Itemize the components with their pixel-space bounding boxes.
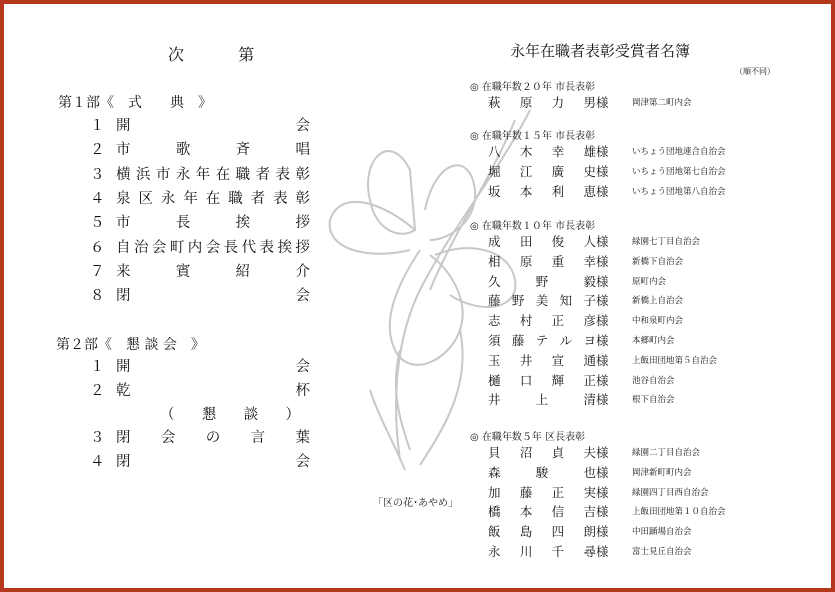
awardee-name: 井 上 清	[488, 392, 596, 408]
honorific: 様	[596, 163, 609, 179]
honorific: 様	[596, 313, 609, 329]
item-text: 開 会	[116, 359, 310, 375]
item-text: 市 長 挨 拶	[116, 215, 310, 232]
awardee-name: 加 藤 正 実	[488, 484, 596, 500]
awardee-name: 貝 沼 貞 夫	[488, 445, 596, 460]
awardee-organization: 中田踊場自治会	[632, 527, 692, 538]
part1-item	[90, 284, 310, 305]
awardee-organization: 上飯田団地第１０自治会	[632, 507, 726, 518]
honorific: 様	[596, 183, 609, 199]
awardee-name: 志 村 正 彦	[488, 313, 596, 329]
awardee-organization: 岡津第二町内会	[632, 98, 692, 108]
section-heading: ◎ 在職年数５年 区長表彰	[470, 432, 586, 443]
item-text: （ 懇 談 ）	[160, 406, 300, 423]
honorific: 様	[596, 445, 609, 460]
item-number: ４	[90, 454, 105, 471]
awardee-name: 成 田 俊 人	[488, 234, 596, 249]
part2-item	[90, 426, 310, 447]
program-title-char-2: 第	[238, 45, 255, 64]
item-text: 横 浜 市 永 年 在 職 者 表 彰	[116, 166, 310, 183]
awardee-organization: 根下自治会	[632, 395, 675, 406]
honorific: 様	[596, 234, 609, 249]
item-text: 閉 会 の 言 葉	[116, 430, 310, 447]
honorific: 様	[596, 273, 609, 289]
section-heading: ◎ 在職年数１５年 市長表彰	[470, 131, 596, 142]
item-number: ８	[90, 288, 105, 305]
awardee-list-title: 永年在職者表彰受賞者名簿	[510, 42, 691, 60]
part1-item	[90, 236, 310, 257]
honorific: 様	[596, 372, 609, 388]
awardee-organization: 緑園四丁目西自治会	[632, 487, 709, 498]
awardee-name: 相 原 重 幸	[488, 253, 596, 269]
awardee-organization: 本郷町内会	[632, 336, 675, 346]
awardee-organization: いちょう団地第七自治会	[632, 166, 726, 177]
honorific: 様	[596, 484, 609, 500]
part2-item	[90, 403, 310, 424]
honorific: 様	[596, 524, 609, 540]
honorific: 様	[596, 293, 609, 309]
item-number: ４	[90, 190, 105, 207]
honorific: 様	[596, 253, 609, 269]
part1-heading: 第１部《 式 典 》	[58, 95, 212, 111]
awardee-name: 飯 島 四 朗	[488, 524, 596, 540]
flower-caption: 「区の花･あやめ」	[373, 498, 458, 509]
honorific: 様	[596, 333, 609, 348]
awardee-name: 坂 本 利 恵	[488, 183, 596, 199]
awardee-organization: 池谷自治会	[632, 375, 675, 386]
awardee-name: 玉 井 宣 通	[488, 352, 596, 368]
part2-item	[90, 379, 310, 400]
awardee-name: 藤 野 美 知 子	[488, 293, 596, 309]
item-number: １	[90, 359, 105, 375]
honorific: 様	[596, 95, 609, 110]
honorific: 様	[596, 504, 609, 520]
part1-item	[90, 138, 310, 159]
item-number: ３	[90, 430, 105, 447]
awardee-organization: 岡津新町町内会	[632, 467, 692, 478]
part2-heading: 第２部《 懇 談 会 》	[56, 337, 205, 353]
order-note: （順不同）	[735, 67, 775, 76]
item-number: １	[90, 118, 105, 134]
item-text: 来 賓 紹 介	[116, 263, 310, 280]
awardee-name: 樋 口 輝 正	[488, 372, 596, 388]
part1-item	[90, 260, 310, 281]
item-text: 閉 会	[116, 454, 310, 471]
honorific: 様	[596, 144, 609, 159]
awardee-organization: 新橋下自治会	[632, 256, 684, 267]
part2-item	[90, 355, 310, 376]
item-number: ３	[90, 166, 105, 183]
item-text: 市 歌 斉 唱	[116, 142, 310, 159]
awardee-name: 萩 原 力 男	[488, 95, 596, 110]
item-text: 泉 区 永 年 在 職 者 表 彰	[116, 190, 310, 207]
awardee-organization: 上飯田団地第５自治会	[632, 355, 718, 366]
item-number	[90, 403, 116, 424]
awardee-name: 堀 江 廣 史	[488, 163, 596, 179]
item-text: 閉 会	[116, 288, 310, 305]
honorific: 様	[596, 464, 609, 480]
part2-item	[90, 450, 310, 471]
awardee-name: 森 駿 也	[488, 464, 596, 480]
awardee-organization: いちょう団地第八自治会	[632, 186, 726, 197]
awardee-organization: 原町内会	[632, 276, 667, 287]
awardee-organization: 緑園七丁目自治会	[632, 237, 701, 247]
item-text: 自 治 会 町 内 会 長 代 表 挨 拶	[116, 239, 310, 256]
part1-item	[90, 163, 310, 184]
honorific: 様	[596, 544, 609, 559]
part1-item	[90, 187, 310, 208]
awardee-name: 永 川 千 尋	[488, 544, 596, 559]
item-text: 乾 杯	[116, 382, 310, 399]
awardee-organization: 富士見丘自治会	[632, 547, 692, 557]
item-number: ２	[90, 142, 105, 159]
awardee-name: 八 木 幸 雄	[488, 144, 596, 159]
awardee-organization: 中和泉町内会	[632, 316, 684, 327]
item-text: 開 会	[116, 118, 310, 134]
awardee-organization: 緑園二丁目自治会	[632, 448, 701, 458]
awardee-organization: 新橋上自治会	[632, 296, 684, 307]
program-title	[168, 42, 254, 65]
honorific: 様	[596, 392, 609, 408]
awardee-name: 須 藤 テ ル ヨ	[488, 333, 596, 348]
honorific: 様	[596, 352, 609, 368]
item-number: ７	[90, 263, 105, 280]
item-number: ６	[90, 239, 105, 256]
awardee-organization: いちょう団地連合自治会	[632, 147, 726, 157]
awardee-name: 橋 本 信 吉	[488, 504, 596, 520]
awardee-name: 久 野 毅	[488, 273, 596, 289]
part1-item	[90, 211, 310, 232]
item-number: ２	[90, 382, 105, 399]
part1-item	[90, 114, 310, 135]
section-heading: ◎ 在職年数１０年 市長表彰	[470, 221, 596, 232]
section-heading: ◎ 在職年数２０年 市長表彰	[470, 82, 596, 93]
item-number: ５	[90, 215, 105, 232]
program-title-char-1: 次	[168, 45, 185, 64]
